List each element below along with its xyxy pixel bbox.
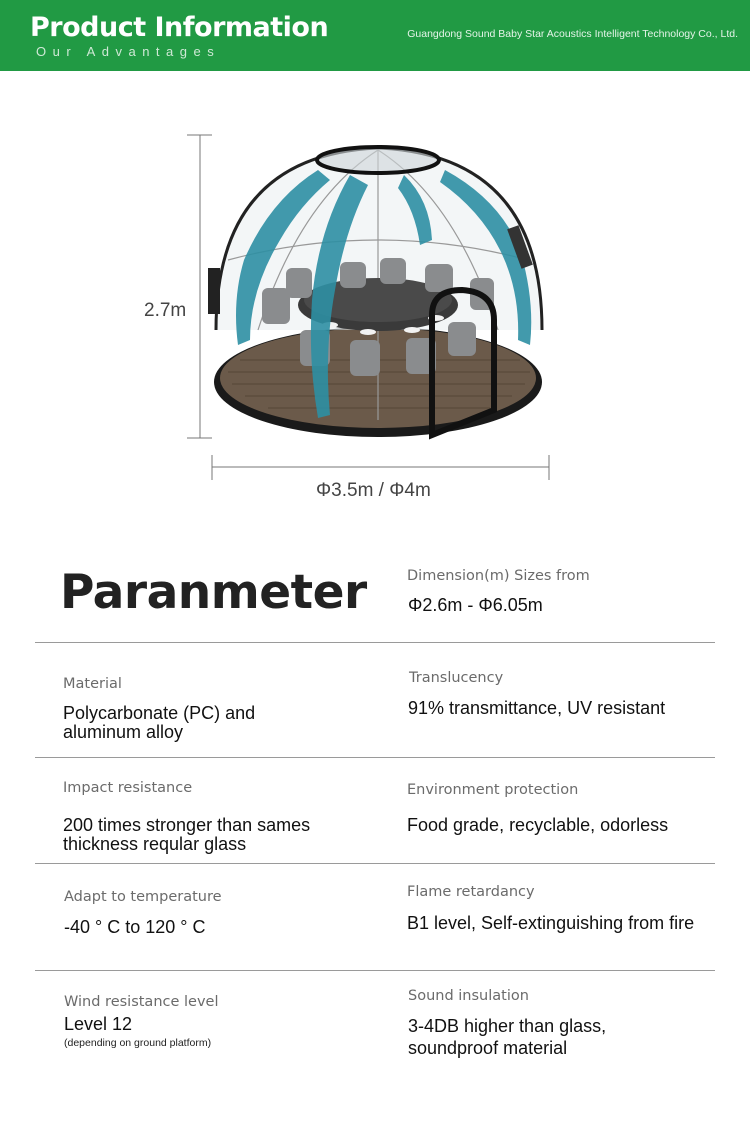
divider-2 [35, 757, 715, 758]
impact-value-line1: 200 times stronger than sames [63, 815, 311, 835]
material-label: Material [63, 676, 122, 692]
dome-tent-image [0, 71, 750, 531]
material-value-line2: aluminum alloy [63, 722, 184, 742]
flame-value: B1 level, Self-extinguishing from fire [407, 913, 695, 933]
company-name: Guangdong Sound Baby Star Acoustics Intelligent Technology Co., Ltd. [407, 28, 738, 40]
product-illustration [0, 71, 750, 531]
impact-label: Impact resistance [63, 780, 193, 796]
temperature-value: -40 ° C to 120 ° C [64, 917, 206, 937]
sound-label: Sound insulation [408, 988, 529, 1004]
impact-value-line2: thickness reqular glass [63, 834, 247, 854]
translucency-label: Translucency [409, 670, 504, 686]
width-dimension-line [212, 455, 549, 480]
height-label: 2.7m [144, 300, 187, 321]
flame-label: Flame retardancy [407, 884, 535, 900]
divider-1 [35, 642, 715, 643]
divider-3 [35, 863, 715, 864]
translucency-value: 91% transmittance, UV resistant [408, 698, 666, 718]
environment-label: Environment protection [407, 782, 579, 798]
header-banner [0, 0, 750, 71]
temperature-label: Adapt to temperature [64, 889, 222, 905]
diameter-label: Φ3.5m / Φ4m [316, 480, 431, 501]
material-value-line1: Polycarbonate (PC) and [63, 703, 256, 723]
dimension-label: Dimension(m) Sizes from [407, 568, 590, 584]
sound-value-line2: soundproof material [408, 1038, 568, 1058]
parameter-heading: Paranmeter [60, 565, 367, 620]
wind-label: Wind resistance level [64, 994, 219, 1010]
page-subtitle: Our Advantages [36, 44, 221, 59]
environment-value: Food grade, recyclable, odorless [407, 815, 669, 835]
dimension-value: Φ2.6m - Φ6.05m [408, 595, 543, 615]
wind-note: (depending on ground platform) [64, 1037, 212, 1049]
page-title: Product Information [30, 12, 329, 43]
sound-value-line1: 3-4DB higher than glass, [408, 1016, 607, 1036]
divider-4 [35, 970, 715, 971]
wind-value: Level 12 [64, 1014, 133, 1034]
